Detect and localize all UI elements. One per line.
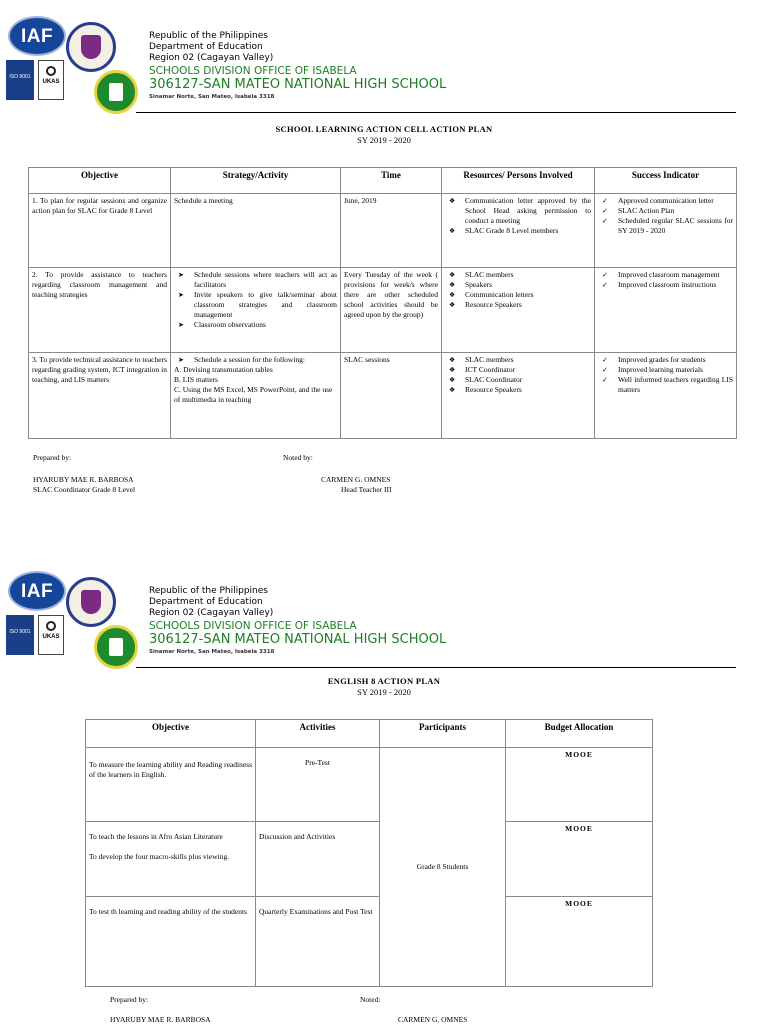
budget-cell: MOOE bbox=[506, 897, 653, 987]
objective-line: To develop the four macro-skills plus viewing. bbox=[89, 852, 230, 861]
list-item: ❖ SLAC Coordinator bbox=[449, 375, 523, 384]
agency-line: Republic of the Philippines bbox=[149, 31, 268, 41]
diamond-bullet-icon: ❖ bbox=[449, 376, 456, 384]
noted-by-label: Noted by: bbox=[283, 453, 313, 462]
noter-role: Head Teacher III bbox=[341, 485, 392, 494]
indicator-cell bbox=[595, 353, 737, 439]
division-name: SCHOOLS DIVISION OFFICE OF ISABELA bbox=[149, 65, 357, 77]
diamond-bullet-icon: ❖ bbox=[449, 271, 456, 279]
list-item: ❖ Communication letter approved by the School Head asking permission to conduct a meeting bbox=[449, 196, 591, 225]
column-header: Budget Allocation bbox=[506, 720, 653, 748]
table-row bbox=[86, 897, 653, 987]
table-row bbox=[29, 268, 737, 353]
preparer-name: HYARUBY MAE R. BARBOSA bbox=[110, 1015, 211, 1024]
strategy-cell: Schedule a meeting bbox=[171, 194, 341, 268]
time-cell: SLAC sessions bbox=[341, 353, 442, 439]
deped-seal bbox=[66, 22, 116, 72]
check-bullet-icon: ✓ bbox=[602, 271, 608, 279]
header-divider bbox=[136, 667, 736, 668]
objective-cell bbox=[86, 822, 256, 897]
check-bullet-icon: ✓ bbox=[602, 197, 608, 205]
list-item: ❖ Communication letters bbox=[449, 290, 534, 299]
activity-cell: Pre-Test bbox=[256, 748, 380, 822]
document-title: SCHOOL LEARNING ACTION CELL ACTION PLAN bbox=[275, 124, 493, 134]
school-name: 306127-SAN MATEO NATIONAL HIGH SCHOOL bbox=[149, 77, 447, 92]
check-bullet-icon: ✓ bbox=[602, 217, 608, 225]
objective-line: To teach the lessons in Afro Asian Literature bbox=[89, 832, 223, 841]
sub-item: A. Devising transmutation tables bbox=[174, 365, 273, 374]
column-header: Time bbox=[341, 168, 442, 194]
iso-9001-badge: ISO 9001 bbox=[6, 615, 34, 655]
prepared-by-label: Prepared by: bbox=[110, 995, 149, 1004]
ukas-badge: UKAS bbox=[38, 60, 64, 100]
list-item: ➤ Schedule a session for the following: bbox=[178, 355, 306, 364]
list-item: ✓ SLAC Action Plan bbox=[602, 206, 675, 215]
diamond-bullet-icon: ❖ bbox=[449, 197, 456, 205]
indicator-cell bbox=[595, 194, 737, 268]
preparer-role: SLAC Coordinator Grade 8 Level bbox=[33, 485, 136, 494]
letterhead bbox=[0, 0, 768, 112]
diamond-bullet-icon: ❖ bbox=[449, 281, 456, 289]
participants-cell: Grade 8 Students bbox=[380, 748, 506, 987]
diamond-bullet-icon: ❖ bbox=[449, 386, 456, 394]
deped-seal bbox=[66, 577, 116, 627]
noted-label: Noted: bbox=[360, 995, 381, 1004]
diamond-bullet-icon: ❖ bbox=[449, 227, 456, 235]
letterhead bbox=[0, 555, 768, 667]
iso-9001-badge: ISO 9001 bbox=[6, 60, 34, 100]
diamond-bullet-icon: ❖ bbox=[449, 291, 456, 299]
table-row bbox=[86, 822, 653, 897]
column-header: Success Indicator bbox=[595, 168, 737, 194]
column-header: Resources/ Persons Involved bbox=[442, 168, 595, 194]
list-item: ✓ Well informed teachers regarding LIS matters bbox=[602, 375, 733, 394]
time-cell: Every Tuesday of the week ( provisions for week/s where there are other scheduled school activities should be agreed upon by the group) bbox=[341, 268, 442, 353]
agency-line: Region 02 (Cagayan Valley) bbox=[149, 53, 274, 63]
division-name: SCHOOLS DIVISION OFFICE OF ISABELA bbox=[149, 620, 357, 632]
check-bullet-icon: ✓ bbox=[602, 356, 608, 364]
table-row bbox=[29, 353, 737, 439]
table-row bbox=[29, 194, 737, 268]
column-header: Activities bbox=[256, 720, 380, 748]
column-header: Objective bbox=[86, 720, 256, 748]
table-header-row bbox=[86, 720, 653, 748]
arrow-bullet-icon: ➤ bbox=[178, 356, 184, 364]
table-row bbox=[86, 748, 653, 822]
resources-cell bbox=[442, 268, 595, 353]
objective-cell: To test th learning and reading ability of the students bbox=[86, 897, 256, 987]
objective-cell: To measure the learning ability and Reading readiness of the learners in English. bbox=[86, 748, 256, 822]
school-year: SY 2019 - 2020 bbox=[357, 687, 411, 697]
diamond-bullet-icon: ❖ bbox=[449, 301, 456, 309]
list-item: ❖ SLAC Grade 8 Level members bbox=[449, 226, 559, 235]
list-item: ❖ SLAC members bbox=[449, 355, 514, 364]
school-seal bbox=[94, 625, 138, 669]
agency-line: Department of Education bbox=[149, 42, 263, 52]
iaf-logo: IAF bbox=[8, 16, 66, 56]
resources-cell bbox=[442, 353, 595, 439]
diamond-bullet-icon: ❖ bbox=[449, 356, 456, 364]
list-item: ✓ Improved classroom instructions bbox=[602, 280, 717, 289]
list-item: ❖ Resource Speakers bbox=[449, 385, 522, 394]
preparer-name: HYARUBY MAE R. BARBOSA bbox=[33, 475, 134, 484]
check-bullet-icon: ✓ bbox=[602, 281, 608, 289]
budget-cell: MOOE bbox=[506, 822, 653, 897]
time-cell: June, 2019 bbox=[341, 194, 442, 268]
list-item: ➤ Invite speakers to give talk/seminar about classroom strategies and classroom management bbox=[178, 290, 337, 319]
list-item: ❖ Speakers bbox=[449, 280, 493, 289]
school-name: 306127-SAN MATEO NATIONAL HIGH SCHOOL bbox=[149, 632, 447, 647]
column-header: Participants bbox=[380, 720, 506, 748]
noter-name: CARMEN G. OMNES bbox=[321, 475, 391, 484]
diamond-bullet-icon: ❖ bbox=[449, 366, 456, 374]
arrow-bullet-icon: ➤ bbox=[178, 321, 184, 329]
arrow-bullet-icon: ➤ bbox=[178, 291, 184, 299]
document-title: ENGLISH 8 ACTION PLAN bbox=[327, 676, 441, 686]
agency-block bbox=[149, 31, 273, 64]
list-item: ➤ Classroom observations bbox=[178, 320, 266, 329]
list-item: ✓ Improved learning materials bbox=[602, 365, 703, 374]
activity-cell: Quarterly Examinations and Post Test bbox=[256, 897, 380, 987]
resources-cell bbox=[442, 194, 595, 268]
iaf-logo: IAF bbox=[8, 571, 66, 611]
activity-cell: Discussion and Activities bbox=[256, 822, 380, 897]
agency-line: Republic of the Philippines bbox=[149, 586, 268, 596]
list-item: ❖ Resource Speakers bbox=[449, 300, 522, 309]
list-item: ✓ Improved grades for students bbox=[602, 355, 706, 364]
list-item: ✓ Improved classroom management bbox=[602, 270, 720, 279]
agency-block bbox=[149, 586, 273, 619]
check-bullet-icon: ✓ bbox=[602, 207, 608, 215]
column-header: Strategy/Activity bbox=[171, 168, 341, 194]
agency-line: Department of Education bbox=[149, 597, 263, 607]
school-address: Sinamar Norte, San Mateo, Isabela 3318 bbox=[149, 94, 275, 100]
school-year: SY 2019 - 2020 bbox=[357, 135, 411, 145]
list-item: ✓ Scheduled regular SLAC sessions for SY 2019 - 2020 bbox=[602, 216, 733, 235]
strategy-cell bbox=[171, 353, 341, 439]
table-header-row bbox=[29, 168, 737, 194]
objective-cell: 3. To provide technical assistance to teachers regarding grading system, ICT integration in teaching, and LIS matters bbox=[29, 353, 171, 439]
check-bullet-icon: ✓ bbox=[602, 376, 608, 384]
slac-plan-table bbox=[28, 167, 737, 439]
sub-item: C. Using the MS Excel, MS PowerPoint, and the use of multimedia in teaching bbox=[174, 385, 333, 404]
sub-item: B. LIS matters bbox=[174, 375, 218, 384]
agency-line: Region 02 (Cagayan Valley) bbox=[149, 608, 274, 618]
header-divider bbox=[136, 112, 736, 113]
strategy-cell bbox=[171, 268, 341, 353]
noter-name: CARMEN G. OMNES bbox=[398, 1015, 468, 1024]
column-header: Objective bbox=[29, 168, 171, 194]
english-plan-table bbox=[85, 719, 653, 987]
prepared-by-label: Prepared by: bbox=[33, 453, 72, 462]
school-address: Sinamar Norte, San Mateo, Isabela 3318 bbox=[149, 649, 275, 655]
objective-cell: 1. To plan for regular sessions and organize action plan for SLAC for Grade 8 Level bbox=[29, 194, 171, 268]
list-item: ❖ SLAC members bbox=[449, 270, 514, 279]
check-bullet-icon: ✓ bbox=[602, 366, 608, 374]
ukas-badge: UKAS bbox=[38, 615, 64, 655]
objective-cell: 2. To provide assistance to teachers regarding classroom management and teaching strategies bbox=[29, 268, 171, 353]
list-item: ✓ Approved communication letter bbox=[602, 196, 714, 205]
page-english-action-plan bbox=[0, 562, 768, 1024]
budget-cell: MOOE bbox=[506, 748, 653, 822]
indicator-cell bbox=[595, 268, 737, 353]
arrow-bullet-icon: ➤ bbox=[178, 271, 184, 279]
school-seal bbox=[94, 70, 138, 114]
list-item: ❖ ICT Coordinator bbox=[449, 365, 516, 374]
list-item: ➤ Schedule sessions where teachers will act as facilitators bbox=[178, 270, 337, 289]
